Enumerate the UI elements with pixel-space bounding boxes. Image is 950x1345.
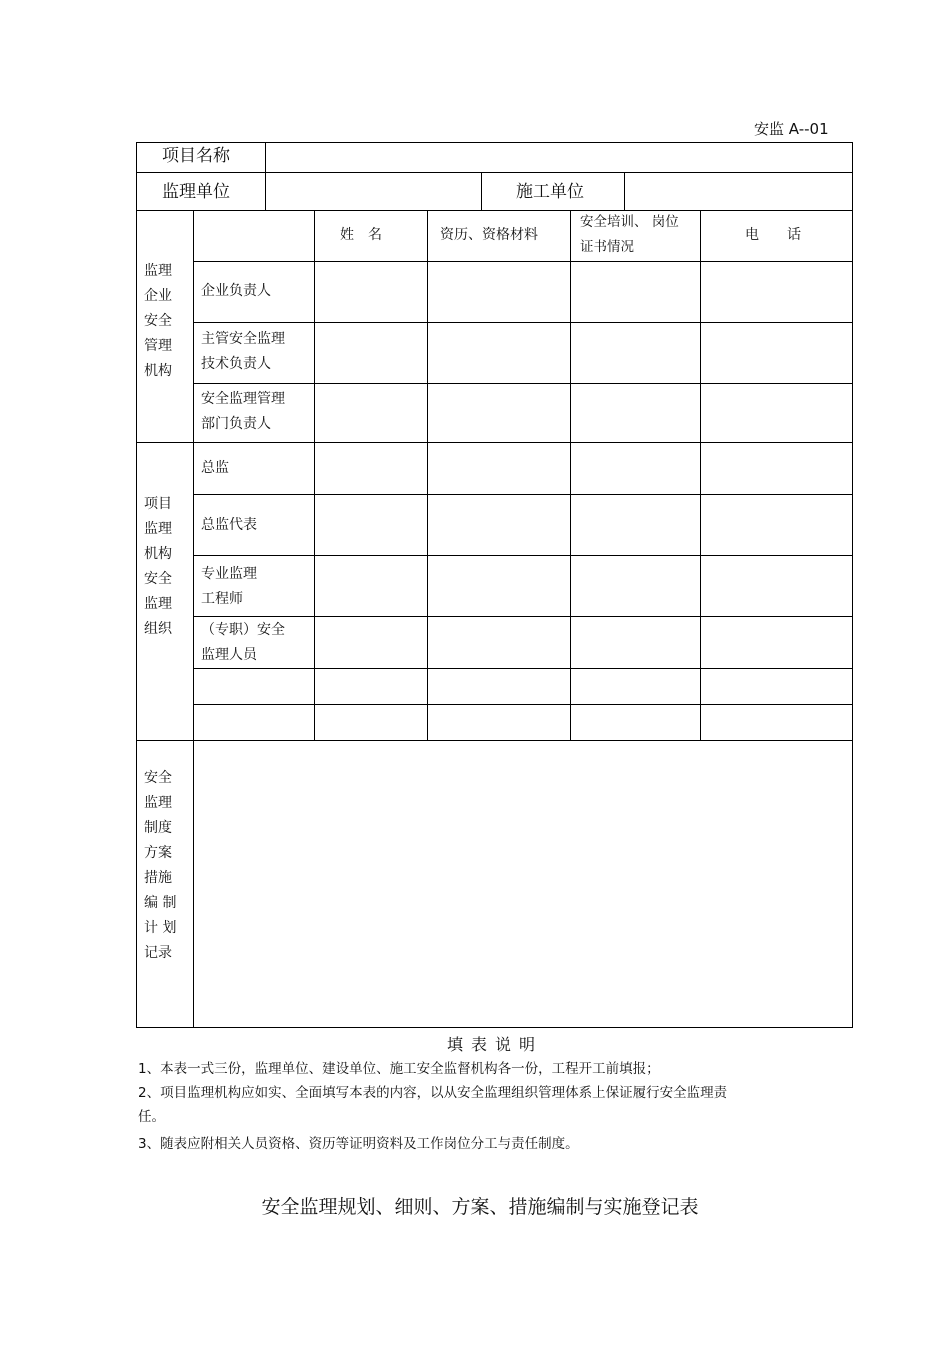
column-header-phone: 电 话 <box>745 227 801 243</box>
row-divider <box>136 210 853 211</box>
column-header-training: 安全培训、 岗位 <box>580 214 679 230</box>
row-divider <box>193 261 853 262</box>
table-border-left <box>136 142 137 1028</box>
section-label-enterprise: 监理 企业 安全 管理 机构 <box>144 263 172 379</box>
project-name-label: 项目名称 <box>162 146 230 166</box>
column-header-training-cont: 证书情况 <box>580 239 634 255</box>
role-label: 主管安全监理 <box>201 331 285 347</box>
row-divider <box>193 322 853 323</box>
role-label: 企业负责人 <box>201 283 271 299</box>
role-label-cont: 部门负责人 <box>201 416 271 432</box>
section-divider <box>136 740 853 741</box>
role-label: 专业监理 <box>201 566 257 582</box>
column-divider <box>700 210 701 740</box>
row-divider <box>136 172 853 173</box>
role-label: 总监代表 <box>201 517 257 533</box>
role-label-cont: 技术负责人 <box>201 356 271 372</box>
row-divider <box>193 704 853 705</box>
role-label: （专职）安全 <box>201 622 285 638</box>
row-divider <box>193 494 853 495</box>
role-label-cont: 监理人员 <box>201 647 257 663</box>
table-border-top <box>136 142 853 143</box>
role-label: 总监 <box>201 460 229 476</box>
column-divider <box>624 172 625 210</box>
form-code: 安监 A--01 <box>754 120 829 138</box>
row-divider <box>193 668 853 669</box>
section-label-plan: 安全 监理 制度 方案 措施 编 制 计 划 记录 <box>144 770 177 961</box>
row-divider <box>193 616 853 617</box>
construction-unit-label: 施工单位 <box>516 182 584 202</box>
column-divider <box>314 210 315 740</box>
note-item-cont: 任。 <box>138 1109 165 1125</box>
column-header-name: 姓 名 <box>340 227 382 243</box>
note-item: 3、随表应附相关人员资格、资历等证明资料及工作岗位分工与责任制度。 <box>138 1136 579 1152</box>
role-label-cont: 工程师 <box>201 591 243 607</box>
row-divider <box>193 383 853 384</box>
role-label: 安全监理管理 <box>201 391 285 407</box>
supervision-unit-label: 监理单位 <box>162 182 230 202</box>
document-title: 安全监理规划、细则、方案、措施编制与实施登记表 <box>261 1196 699 1218</box>
note-item: 2、项目监理机构应如实、全面填写本表的内容，以从安全监理组织管理体系上保证履行安全监理责 <box>138 1085 728 1101</box>
column-divider <box>193 210 194 1028</box>
column-divider <box>427 210 428 740</box>
section-divider <box>136 442 853 443</box>
column-divider <box>265 142 266 210</box>
notes-title: 填表说明 <box>446 1035 543 1054</box>
column-divider <box>481 172 482 210</box>
column-header-qualification: 资历、资格材料 <box>440 227 538 243</box>
note-item: 1、本表一式三份，监理单位、建设单位、施工安全监督机构各一份，工程开工前填报； <box>138 1061 660 1077</box>
table-border-bottom <box>136 1027 853 1028</box>
row-divider <box>193 555 853 556</box>
table-border-right <box>852 142 853 1028</box>
column-divider <box>570 210 571 740</box>
section-label-project: 项目 监理 机构 安全 监理 组织 <box>144 496 172 637</box>
